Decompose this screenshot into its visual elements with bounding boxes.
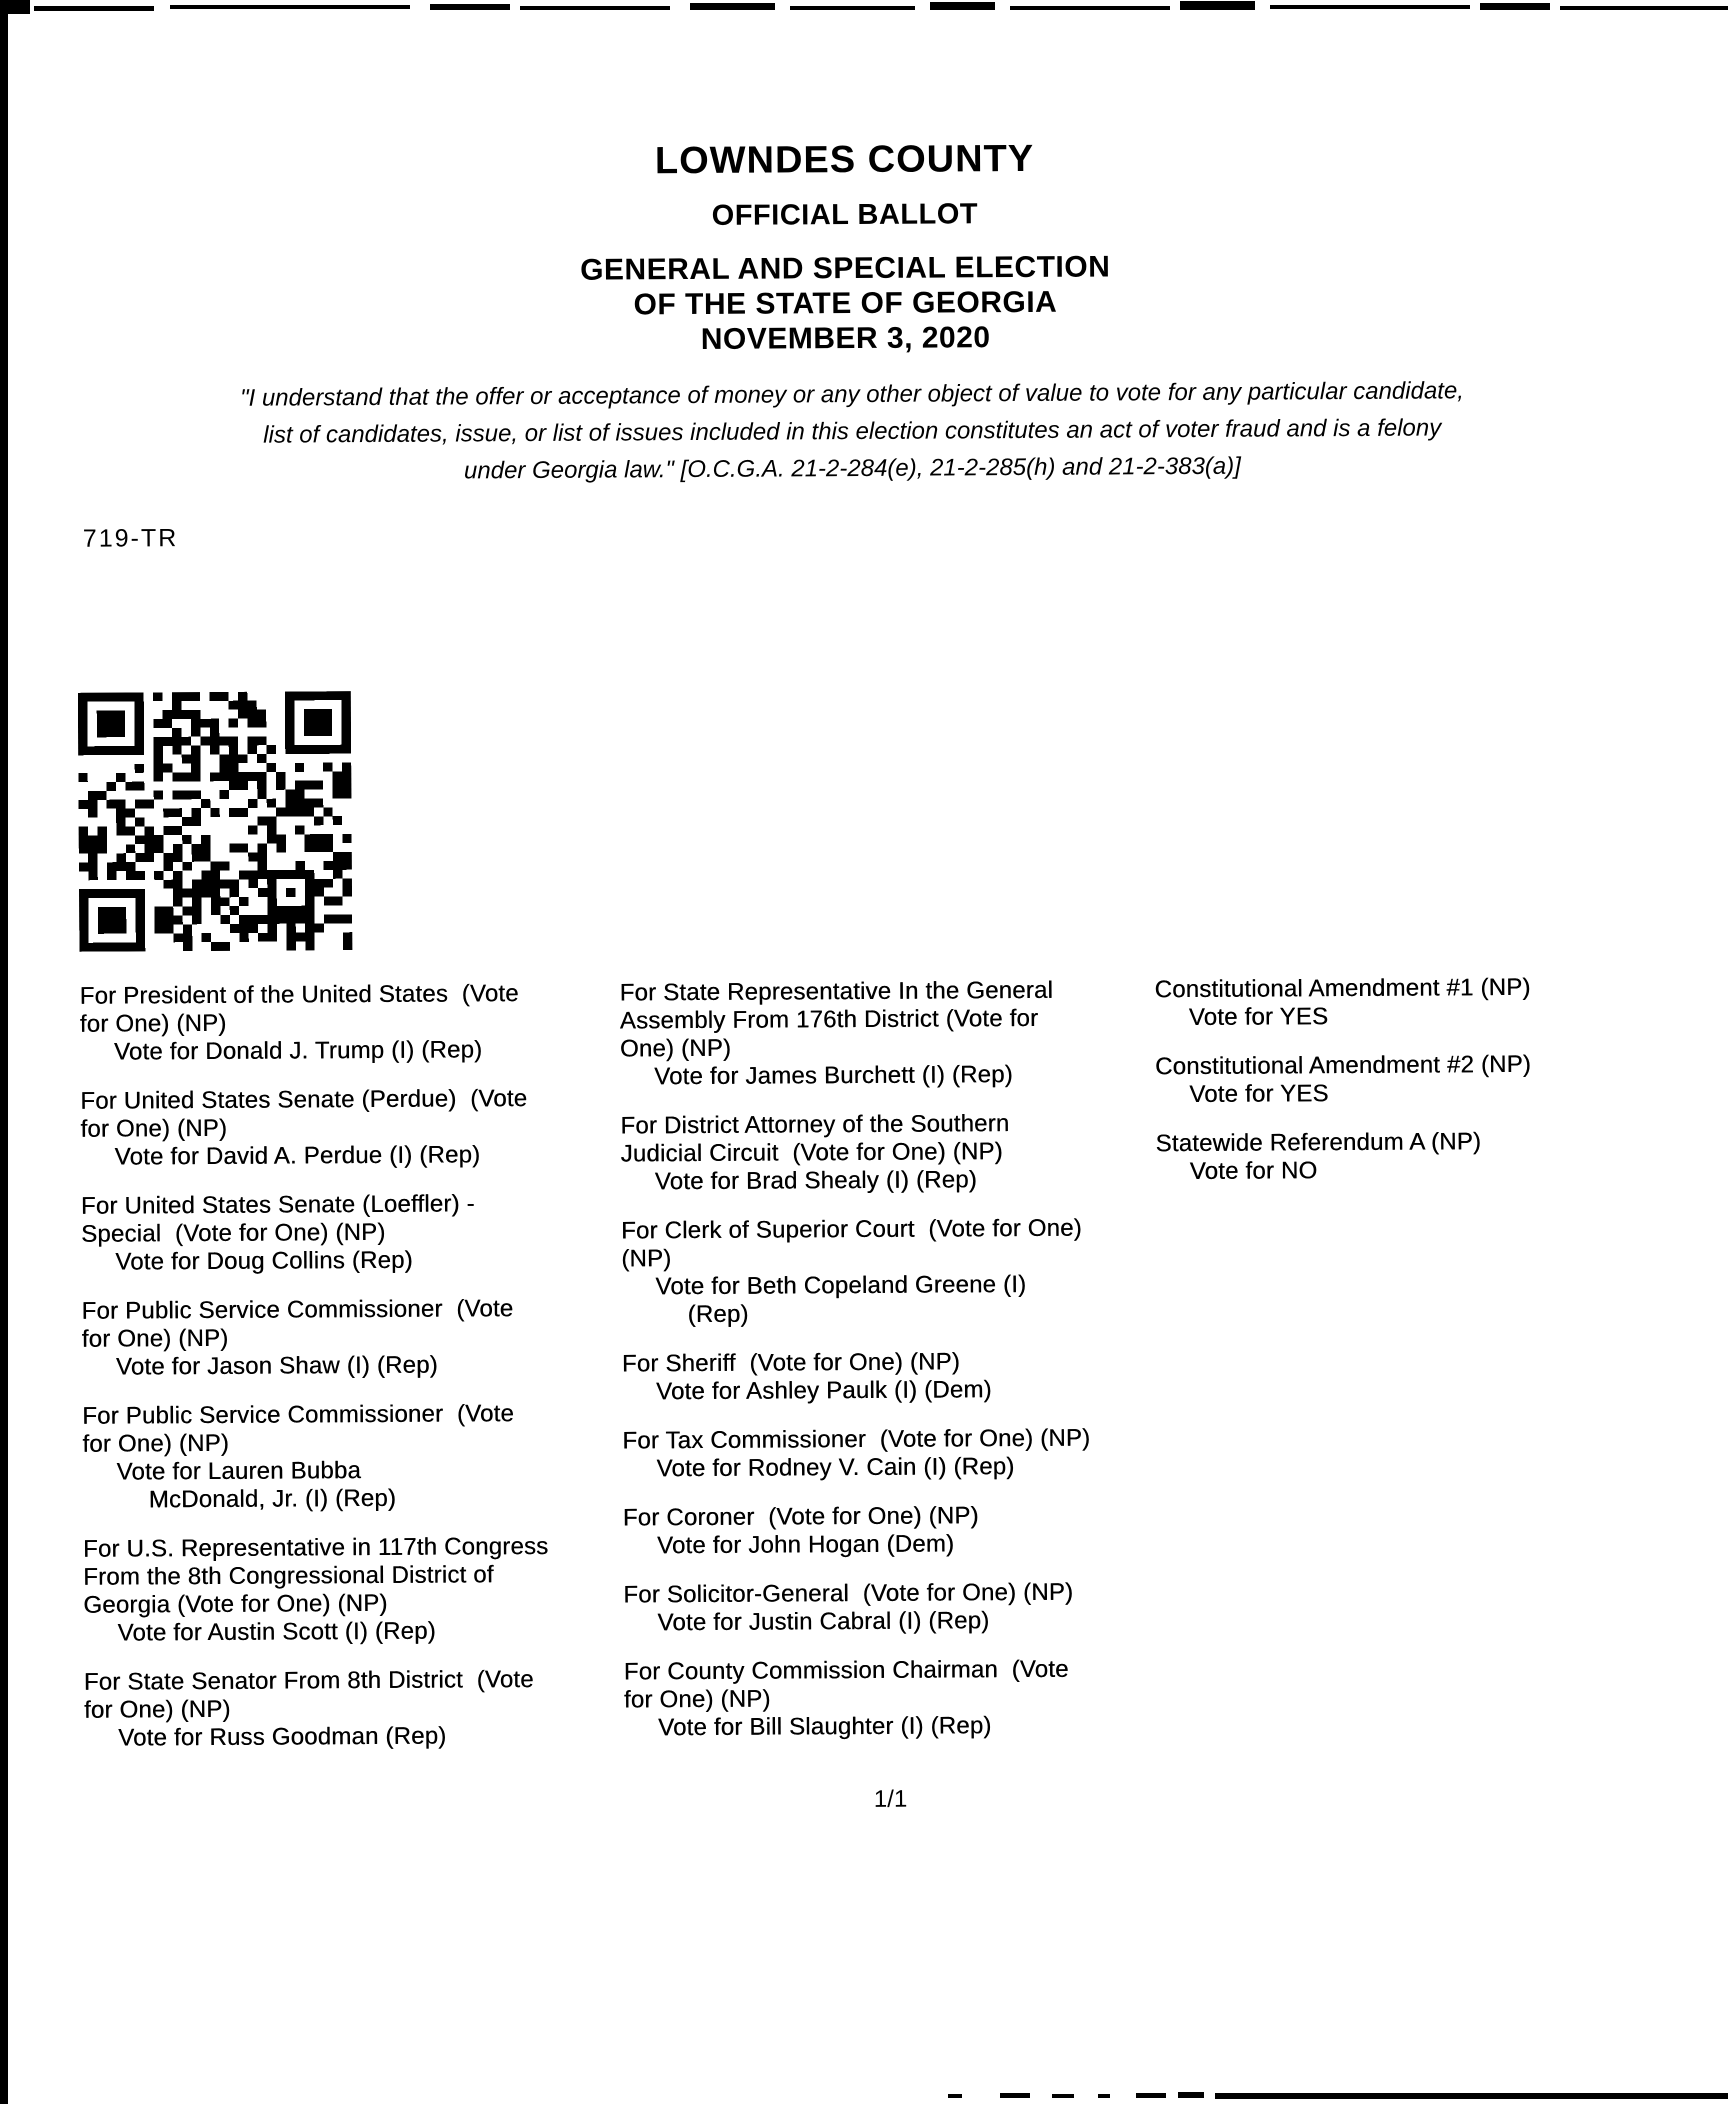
scan-artifact [520,6,670,10]
scan-artifact [1098,2094,1110,2098]
race-title-line: For United States Senate (Loeffler) - [80,1190,475,1220]
race-title-line: For State Senator From 8th District (Vote [83,1666,534,1696]
ballot-header [0,135,1710,362]
race [80,1084,621,1171]
race-title-line: for One) (NP) [623,1685,771,1714]
scan-artifact [1215,2093,1728,2099]
ballot-columns [80,973,1705,1774]
scan-artifact [1270,5,1470,9]
race [620,1109,1156,1196]
ballot-type-title: OFFICIAL BALLOT [711,198,979,232]
fraud-disclaimer-line: list of candidates, issue, or list of issues included in this election constitutes an act of voter fraud and is a felony [263,414,1442,449]
race-title-line: for One) (NP) [82,1429,230,1458]
race [1155,973,1700,1032]
election-title-line: GENERAL AND SPECIAL ELECTION [580,250,1111,287]
race-title-line: For Coroner (Vote for One) (NP) [622,1502,979,1532]
scan-artifact [1010,6,1170,10]
scan-artifact [0,12,8,2104]
vote-for-line: Vote for David A. Perdue (I) (Rep) [114,1141,481,1171]
race-title-line: For Sheriff (Vote for One) (NP) [621,1348,961,1378]
vote-for-line: Vote for James Burchett (I) (Rep) [654,1061,1013,1091]
race-title-line: For Public Service Commissioner (Vote [82,1400,515,1430]
race [82,1399,623,1514]
race [623,1578,1158,1637]
scan-artifact [1560,6,1728,10]
race [83,1532,624,1647]
race-title-line: For Solicitor-General (Vote for One) (NP) [623,1578,1074,1609]
race [81,1294,622,1381]
scan-artifact [430,4,510,10]
ballot-column [80,979,625,1773]
vote-for-line: Vote for NO [1189,1157,1318,1185]
scan-artifact [1480,3,1550,10]
vote-for-line: Vote for Doug Collins (Rep) [115,1246,413,1276]
vote-for-line: Vote for YES [1189,1080,1329,1108]
scan-artifact [1180,1,1255,10]
race [623,1501,1158,1560]
race-title-line: Judicial Circuit (Vote for One) (NP) [620,1138,1003,1168]
ballot-column [620,976,1160,1770]
race-title-line: Constitutional Amendment #1 (NP) [1154,973,1531,1004]
vote-for-line: (Rep) [687,1300,749,1329]
race [622,1424,1157,1483]
vote-for-line: Vote for Beth Copeland Greene (I) [655,1270,1027,1301]
race [624,1655,1160,1742]
scan-artifact [1136,2093,1166,2098]
vote-for-line: Vote for Rodney V. Cain (I) (Rep) [656,1453,1015,1483]
vote-for-line: Vote for John Hogan (Dem) [656,1530,955,1560]
election-title [0,246,1710,362]
vote-for-line: Vote for Brad Shealy (I) (Rep) [654,1166,978,1196]
scan-artifact [170,5,410,9]
race-title-line: For President of the United States (Vote [79,980,519,1010]
fraud-disclaimer-line: under Georgia law." [O.C.G.A. 21-2-284(e), 21-2-285(h) and 21-2-383(a)] [463,452,1241,485]
race-title-line: Statewide Referendum A (NP) [1155,1128,1482,1158]
race [80,979,621,1066]
scan-artifact [34,6,154,11]
scan-artifact [930,2,995,10]
race-title-line: For State Representative In the General [619,976,1054,1007]
race-title-line: One) (NP) [619,1034,732,1063]
race-title-line: From the 8th Congressional District of [83,1561,494,1591]
scan-artifact [948,2094,962,2098]
vote-for-line: Vote for Lauren Bubba [116,1457,362,1486]
scan-artifact [790,6,915,10]
fraud-disclaimer [0,371,1717,493]
race-title-line: For Public Service Commissioner (Vote [81,1295,514,1325]
scan-artifact [1052,2094,1074,2098]
race [84,1665,625,1752]
race-title-line: for One) (NP) [83,1695,231,1724]
vote-for-line: Vote for Austin Scott (I) (Rep) [117,1617,436,1647]
race-title-line: (NP) [621,1245,672,1273]
race-title-line: for One) (NP) [80,1114,228,1143]
race-title-line: Constitutional Amendment #2 (NP) [1155,1050,1532,1081]
vote-for-line: Vote for Russ Goodman (Rep) [118,1722,447,1752]
vote-for-line: Vote for Donald J. Trump (I) (Rep) [113,1036,483,1066]
precinct-code: 719-TR [82,524,179,553]
scan-artifact [1000,2093,1030,2098]
race [1155,1127,1700,1186]
race [81,1189,622,1276]
vote-for-line: Vote for Ashley Paulk (I) (Dem) [656,1376,992,1406]
race-title-line: For United States Senate (Perdue) (Vote [80,1085,528,1115]
vote-for-line: Vote for Jason Shaw (I) (Rep) [115,1351,438,1381]
election-title-line: NOVEMBER 3, 2020 [700,321,991,356]
page-number: 1/1 [873,1785,908,1813]
scan-artifact [690,3,775,10]
race-title-line: For Clerk of Superior Court (Vote for One) [621,1214,1082,1245]
vote-for-line: Vote for YES [1188,1003,1329,1031]
race [1155,1050,1700,1109]
race-title-line: for One) (NP) [81,1324,229,1353]
county-title: LOWNDES COUNTY [654,137,1035,183]
scan-artifact [1178,2092,1204,2098]
vote-for-line: Vote for Bill Slaughter (I) (Rep) [658,1712,992,1742]
ballot-qr-code [78,691,353,952]
race-title-line: Assembly From 176th District (Vote for [619,1004,1039,1035]
race [620,976,1156,1091]
race-title-line: For Tax Commissioner (Vote for One) (NP) [622,1424,1091,1455]
vote-for-line: Vote for Justin Cabral (I) (Rep) [657,1607,990,1637]
race-title-line: For County Commission Chairman (Vote [623,1655,1069,1686]
fraud-disclaimer-line: "I understand that the offer or acceptance of money or any other object of value to vote for any particular candidate, [239,377,1465,412]
ballot-column [1155,973,1705,1767]
election-title-line: OF THE STATE OF GEORGIA [633,285,1058,322]
race [621,1214,1157,1329]
race-title-line: For District Attorney of the Southern [620,1110,1010,1140]
race-title-line: Special (Vote for One) (NP) [81,1218,386,1248]
race-title-line: For U.S. Representative in 117th Congress [82,1532,549,1563]
race [622,1347,1157,1406]
vote-for-line: McDonald, Jr. (I) (Rep) [148,1484,397,1514]
race-title-line: Georgia (Vote for One) (NP) [83,1589,388,1619]
race-title-line: for One) (NP) [79,1009,227,1038]
